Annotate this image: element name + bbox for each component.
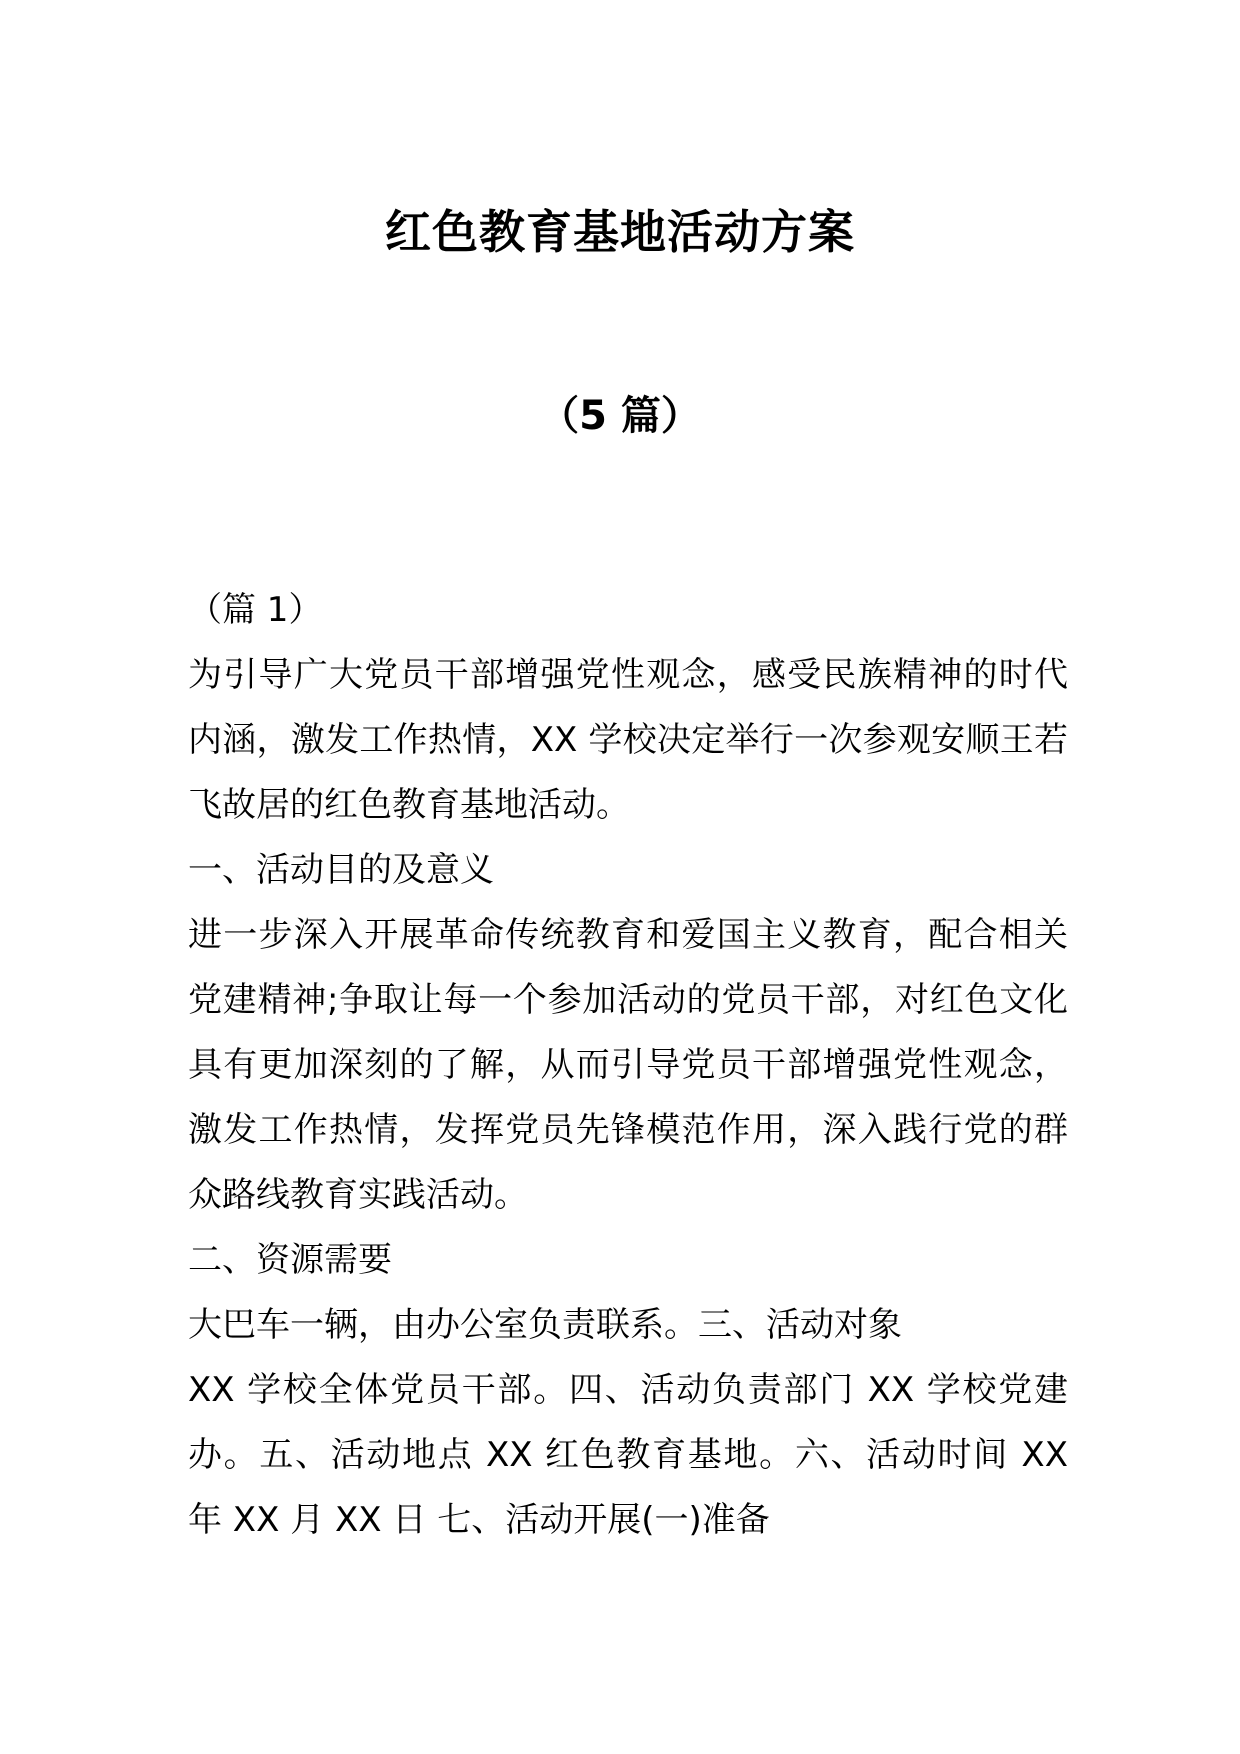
document-subtitle: （5 篇）	[539, 393, 701, 439]
purpose-paragraph: 进一步深入开展革命传统教育和爱国主义教育，配合相关党建精神;争取让每一个参加活动的党员干部，对红色文化具有更加深刻的了解，从而引导党员干部增强党性观念，激发工作热情，发挥党员先锋模范作用，深入践行党的群众路线教育实践活动。	[188, 915, 1068, 1215]
document-title: 红色教育基地活动方案	[385, 205, 855, 259]
intro-paragraph: 为引导广大党员干部增强党性观念，感受民族精神的时代内涵，激发工作热情，XX 学校决定举行一次参观安顺王若飞故居的红色教育基地活动。	[188, 655, 1068, 825]
document-body	[188, 578, 1068, 1553]
details-paragraph: XX 学校全体党员干部。四、活动负责部门 XX 学校党建办。五、活动地点 XX 红色教育基地。六、活动时间 XX 年 XX 月 XX 日 七、活动开展(一)准备	[188, 1370, 1068, 1540]
resources-paragraph: 大巴车一辆，由办公室负责联系。三、活动对象	[188, 1305, 902, 1345]
heading-resources: 二、资源需要	[188, 1240, 392, 1280]
section-label: （篇 1）	[188, 590, 323, 630]
heading-purpose: 一、活动目的及意义	[188, 850, 494, 890]
